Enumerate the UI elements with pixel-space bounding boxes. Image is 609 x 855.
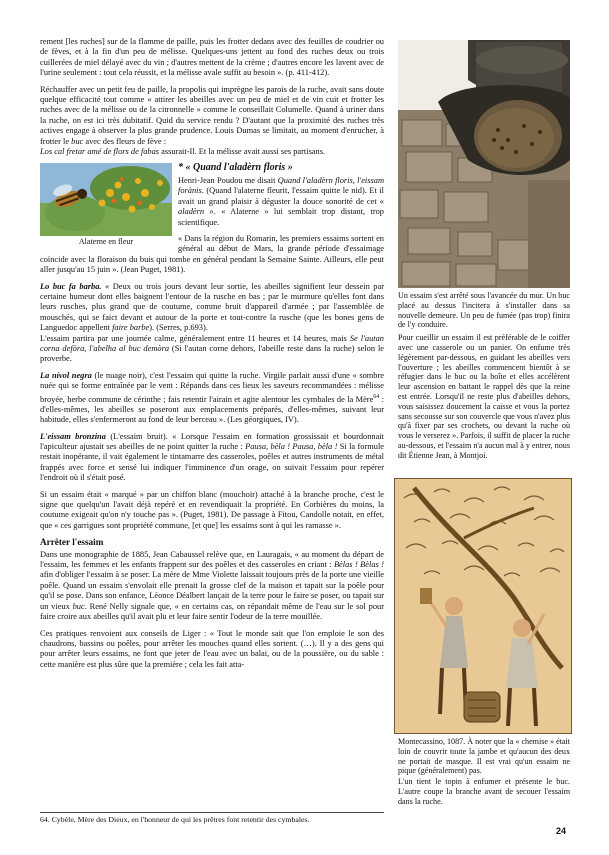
- paragraph: Henri-Jean Poudou me disait Quand l'aladèrn floris, l'eissam forànis. (Quand l'alaterne fleurit, l'essaim quitte le nid). Et il avait un grand plaisir à déguster la douce sonorité de cet « aladèrn ». « Alaterne » lui semblait trop distant, trop scientifique.: [178, 175, 384, 227]
- paragraph-nivol-negra: La nívol negra (le nuage noir), c'est l'essaim qui quitte la ruche. Virgile parlait aussi d'une « sombre nuée qui se forme entraînée par le vent : Répands dans ces lieux les saveurs recommandées : mélisse broyée, herbe commune de cérinthe ; fais retentir l'airain et agite alentour les cymbales de la Mère$^{64}$ : d'elles-mêmes, les abeilles se poseront aux emplacements préparés, d'elles-mêmes, suivant leur habitude, elles s'enfermeront au fond de leur berceau ». (Les géorgiques, IV).: [40, 370, 385, 425]
- paragraph-lo-buc: Lo buc fa barba. « Deux ou trois jours devant leur sortie, les abeilles signifient leur dessein par certaine humeur dont elles baignent l'entour de la rusche en bas ; par le murmure qu'elles font dans leurs rusches, plus grand que de coutume, comme bruit d'appareil d'armée ; par l'assemblée de mouschés, qui se faict devant et autour de la porte et tout-contre la rusche (que les bones gens de Languedoc appellent faire barbe). (Serres, p.693). L'essaim partira par une journée calme, généralement entre 11 heures et 14 heures, mais Se l'autan corna defòra, l'abelha al buc demòra (Si l'autan corne dehors, l'abeille reste dans la ruche) selon le proverbe.: [40, 281, 384, 364]
- alaterne-caption: Alaterne en fleur: [78, 237, 134, 247]
- caption-paragraph: L'un tient le topin à enfumer et présente le buc. L'autre coupe la branche avant de secouer l'essaim dans la ruche.: [398, 777, 570, 806]
- paragraph: « Dans la région du Romarin, les premiers essaims sortent en général au début de Mars, la grande période d'essaimage coïncide avec la floraison du buis qui tombe en général pendant la Semaine Sainte. Ailleurs, elle peut aller jusqu'au 15 juin ». (Jean Puget, 1981).: [40, 233, 384, 275]
- footnote-ref: 64: [373, 393, 380, 400]
- paragraph: Dans une monographie de 1885, Jean Cabaussel relève que, en Lauragais, « au moment du départ de l'essaim, les femmes et les enfants frappent sur des poêles et des casseroles en criant : Bèlas ! Bèlas ! afin d'obliger l'essaim à se poser. La mère de Mme Violette laissait toujours près de la porte une vieille poêle. Quand un essaim s'envolait elle prenait la grosse clef de la maison et tapait sur la poêle pour qu'il se pose. Dans son enfance, Léonce Déalbert lançait de la terre pour le faire se poser, ou tapait sur un vieux buc. René Nelly signale que, « en certains cas, on répandait même de l'eau sur le sol pour faire croire aux abeilles qu'il avait plu et leur faire sentir l'odeur de la terre mouillée.: [40, 549, 385, 622]
- footnote: 64. Cybèle, Mère des Dieux, en l'honneur de qui les prêtres font retentir des cymbales.: [40, 812, 384, 825]
- manuscript-illustration: [394, 478, 572, 734]
- photo-caption-1: [398, 291, 570, 464]
- section-heading: Arrêter l'essaim: [40, 537, 104, 548]
- page-number: 24: [556, 826, 567, 836]
- swarm-wall-photo: [398, 40, 570, 288]
- alaterne-photo: [40, 163, 172, 236]
- main-text-column: [40, 37, 384, 676]
- section-quand-aladern: [40, 163, 384, 275]
- caption-paragraph: Montecassino, 1087. À noter que la « chemise » était loin de couvrir toute la jambe et qu'aucun des deux ne portait de masque. Il est vrai qu'un essaim ne pique (généralement) pas.: [398, 737, 570, 776]
- paragraph: Si un essaim était « marqué » par un chiffon blanc (mouchoir) attaché à la branche proche, c'est le signe que quelqu'un l'avait déjà repéré et en revendiquait la propriété. En Corbières du moins, la coutume exigeait qu'on n'y touche pas ». (Puget, 1981). De passage à Fitou, Candolle notait, en effet, que « ces garrigues sont propriété commune, [et que] les essaims sont à qui les ramasse ».: [40, 489, 384, 530]
- paragraph-eissam-bronzina: L'eissam bronzina (L'essaim bruit). « Lorsque l'essaim en formation grossissait et bourdonnait l'apiculteur ajustait ses abeilles de ne point quitter la ruche : Pausa, bèla ! Pausa, bèla ! Si la formule restait inopérante, il vait également le tintamarre des casseroles, poêles et autres instruments de métal frappés avec force et sensé lui indiquer l'imminence d'un orage, on suivait l'essaim pour repérer l'endroit où il s'était posé.: [40, 431, 384, 483]
- caption-paragraph: Pour cueillir un essaim il est préférable de le coiffer avec une casserole ou un panier. On enfume très légèrement par-dessous, en guidant les abeilles vers l'ouverture ; les abeilles commencent bientôt à se réfugier dans le buc ou la boîte et elles accélèrent leur ascension en battant le rappel dès que la reine est entrée. Lorsqu'il ne reste plus d'abeilles dehors, vous saisissez doucement la caisse et vous la portez sans secousse sur son couvercle que vous n'avez plus qu'à fixer par ses crochets, ou devant la ruche où vous le verserez ». Parfois, il suffit de placer la ruche au-dessous, et l'essaim n'a aucun mal à y entrer, nous dit Étienne Jean, à Montjoi.: [398, 333, 571, 460]
- section-heading: * « Quand l'aladèrn floris »: [178, 162, 293, 174]
- paragraph: Réchauffer avec un petit feu de paille, la propolis qui imprègne les parois de la ruche, avait sans doute quelque efficacité tout comme « attirer les abeilles avec un peu de miel et de vin cuit et frotter les ruches avec de la mélisse ou de la citronnelle » comme le conseillait Columelle. Quand à uriner dans la ruche, on est ici très dubitatif. Quid du service rendu ? D'autant que la proximité des ruches très actives engage à observer la plus grande prudence. Louis Dumas se limitait, au moment d'enrucher, à frotter le buc avec des fleurs de fève : Los cal fretar amé de flors de fabas assurait-Il. Et la mélisse avait aussi ses partisans.: [40, 84, 384, 157]
- alaterne-figure: [40, 163, 172, 247]
- caption-paragraph: Un essaim s'est arrêté sous l'avancée du mur. Un buc placé au dessus l'incitera à s'installer dans sa nouvelle demeure. Un peu de fumée (pas trop) finira de l'y conduire.: [398, 291, 570, 330]
- photo-caption-2: [398, 737, 570, 808]
- paragraph: Ces pratiques renvoient aux conseils de Liger : « Tout le monde sait que l'on emploie le son des chaudrons, bassins ou poêles, pour arrêter les mouches quand elles sortent. (…). Il y a des gens qui pour arrêter leurs essaims, ne font que jeter de l'eau avec un balai, ou de la poussière, ou du sable : cette manière est plus sûre que la première ; cela les fait atta-: [40, 628, 384, 669]
- paragraph: rement [les ruches] sur de la flamme de paille, puis les frotter dedans avec des feuilles de coudrier ou de fèves, et à la fin d'un peu de mélisse. Quelques-uns jettent au fond des ruches deux ou trois cuillerées de miel délayé avec du vin ; d'autres mettent de la crème ; d'autres encore les lavent avec de l'urine seulement : tout cela réussit, et la mélisse avale suffit au besoin ». (p. 411-412).: [40, 37, 384, 78]
